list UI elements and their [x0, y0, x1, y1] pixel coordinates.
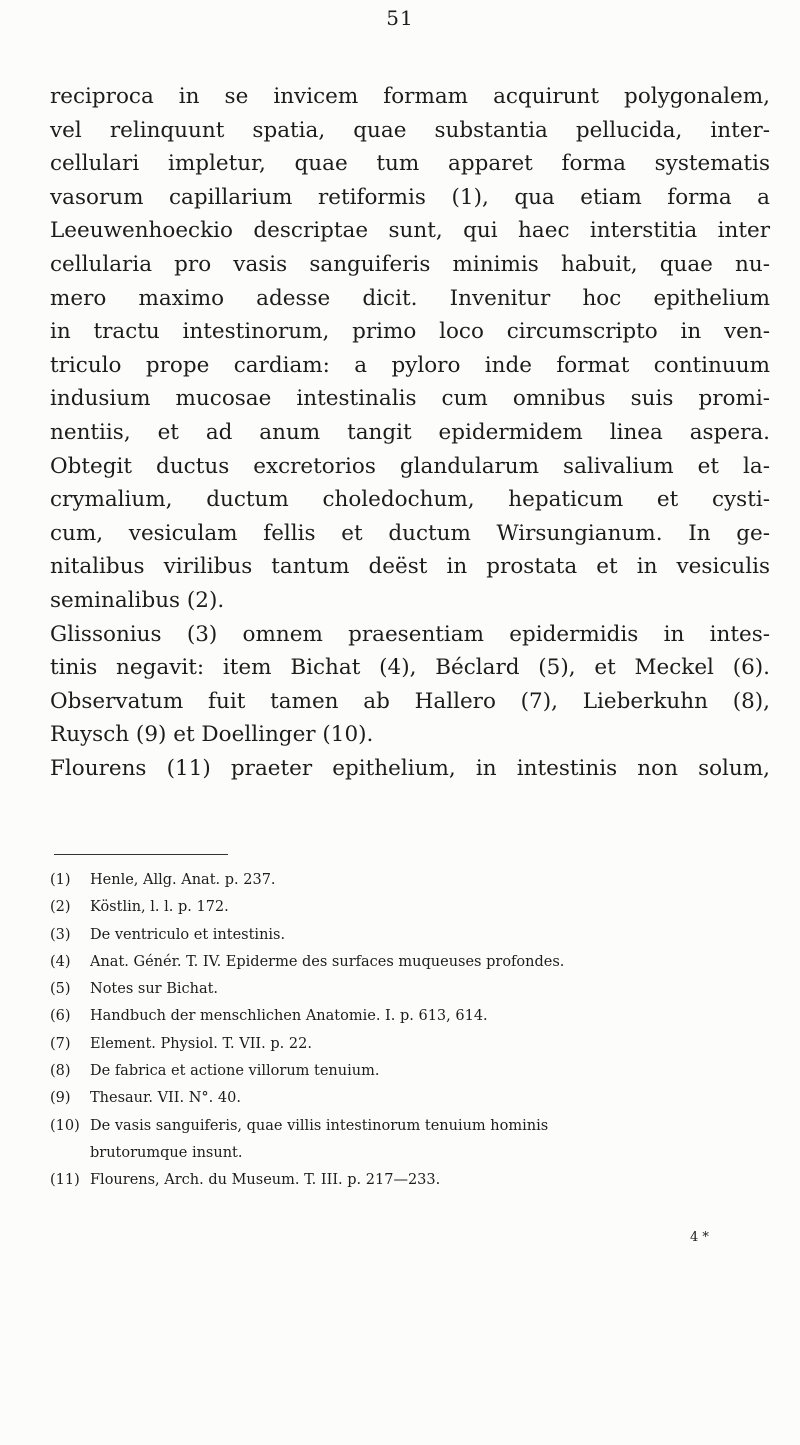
body-line: seminalibus (2).	[50, 587, 225, 613]
body-line: Glissonius (3) omnem praesentiam epidermidis in intes-	[50, 621, 770, 647]
footnote-number: (2)	[50, 899, 71, 916]
footnote-number: (11)	[50, 1172, 80, 1189]
body-line: mero maximo adesse dicit. Invenitur hoc epithelium	[50, 285, 770, 311]
body-line: Flourens (11) praeter epithelium, in intestinis non solum,	[50, 755, 770, 781]
page-number: 51	[386, 6, 414, 30]
body-line: cellulari impletur, quae tum apparet forma systematis	[50, 151, 770, 177]
body-line: Ruysch (9) et Doellinger (10).	[50, 722, 374, 748]
body-line: Observatum fuit tamen ab Hallero (7), Lieberkuhn (8),	[50, 688, 770, 714]
footnote-number: (7)	[50, 1035, 71, 1052]
footnote	[50, 1058, 770, 1085]
footnote	[50, 1113, 770, 1140]
footnote-text: Flourens, Arch. du Museum. T. III. p. 217—233.	[90, 1172, 441, 1189]
footnote-number: (6)	[50, 1008, 71, 1025]
footnote-continuation	[50, 1140, 770, 1167]
footnote	[50, 1031, 770, 1058]
footnote-text: Thesaur. VII. N°. 40.	[90, 1090, 241, 1107]
footnote-text: Notes sur Bichat.	[90, 981, 219, 998]
body-line: reciproca in se invicem formam acquirunt polygonalem,	[50, 84, 770, 109]
footnote-divider	[54, 854, 228, 855]
body-line: cellularia pro vasis sanguiferis minimis habuit, quae nu-	[50, 251, 770, 277]
footnote-text: brutorumque insunt.	[90, 1144, 243, 1161]
body-line: nentiis, et ad anum tangit epidermidem linea aspera.	[50, 419, 770, 445]
body-line: cum, vesiculam fellis et ductum Wirsungianum. In ge-	[50, 520, 770, 546]
footnote-number: (10)	[50, 1117, 80, 1134]
signature-mark: 4 *	[690, 1230, 709, 1245]
footnotes	[50, 867, 770, 1195]
footnote	[50, 949, 770, 976]
footnote-text: De vasis sanguiferis, quae villis intestinorum tenuium hominis	[90, 1117, 549, 1134]
body-line: triculo prope cardiam: a pyloro inde format continuum	[50, 352, 770, 378]
footnote-number: (3)	[50, 926, 71, 943]
footnote	[50, 922, 770, 949]
body-line: vasorum capillarium retiformis (1), qua etiam forma a	[50, 184, 770, 210]
footnote	[50, 867, 770, 894]
body-line: in tractu intestinorum, primo loco circumscripto in ven-	[50, 319, 770, 345]
footnote-text: De ventriculo et intestinis.	[90, 926, 286, 943]
footnote-text: Anat. Génér. T. IV. Epiderme des surfaces muqueuses profondes.	[90, 953, 565, 970]
body-line: tinis negavit: item Bichat (4), Béclard (5), et Meckel (6).	[50, 655, 770, 681]
body-line: indusium mucosae intestinalis cum omnibus suis promi-	[50, 386, 770, 412]
body-line: Leeuwenhoeckio descriptae sunt, qui haec interstitia inter	[50, 218, 770, 244]
footnote	[50, 976, 770, 1003]
body-line: vel relinquunt spatia, quae substantia pellucida, inter-	[50, 117, 770, 143]
footnote	[50, 894, 770, 921]
footnote-number: (4)	[50, 953, 71, 970]
footnote-text: Element. Physiol. T. VII. p. 22.	[90, 1035, 312, 1052]
footnote-number: (1)	[50, 872, 71, 888]
footnote-text: Henle, Allg. Anat. p. 237.	[90, 872, 276, 888]
body-line: Obtegit ductus excretorios glandularum salivalium et la-	[50, 453, 770, 479]
footnote-text: Köstlin, l. l. p. 172.	[90, 899, 229, 916]
body-line: nitalibus virilibus tantum deëst in prostata et in vesiculis	[50, 554, 770, 580]
footnote-number: (5)	[50, 981, 71, 998]
footnote-number: (9)	[50, 1090, 71, 1107]
footnote	[50, 1085, 770, 1112]
footnote-text: De fabrica et actione villorum tenuium.	[90, 1063, 380, 1080]
footnote-number: (8)	[50, 1063, 71, 1080]
body-text	[50, 80, 770, 785]
footnote	[50, 1167, 770, 1194]
footnote-text: Handbuch der menschlichen Anatomie. I. p. 613, 614.	[90, 1008, 488, 1025]
body-line: crymalium, ductum choledochum, hepaticum et cysti-	[50, 487, 770, 513]
footnote	[50, 1003, 770, 1030]
